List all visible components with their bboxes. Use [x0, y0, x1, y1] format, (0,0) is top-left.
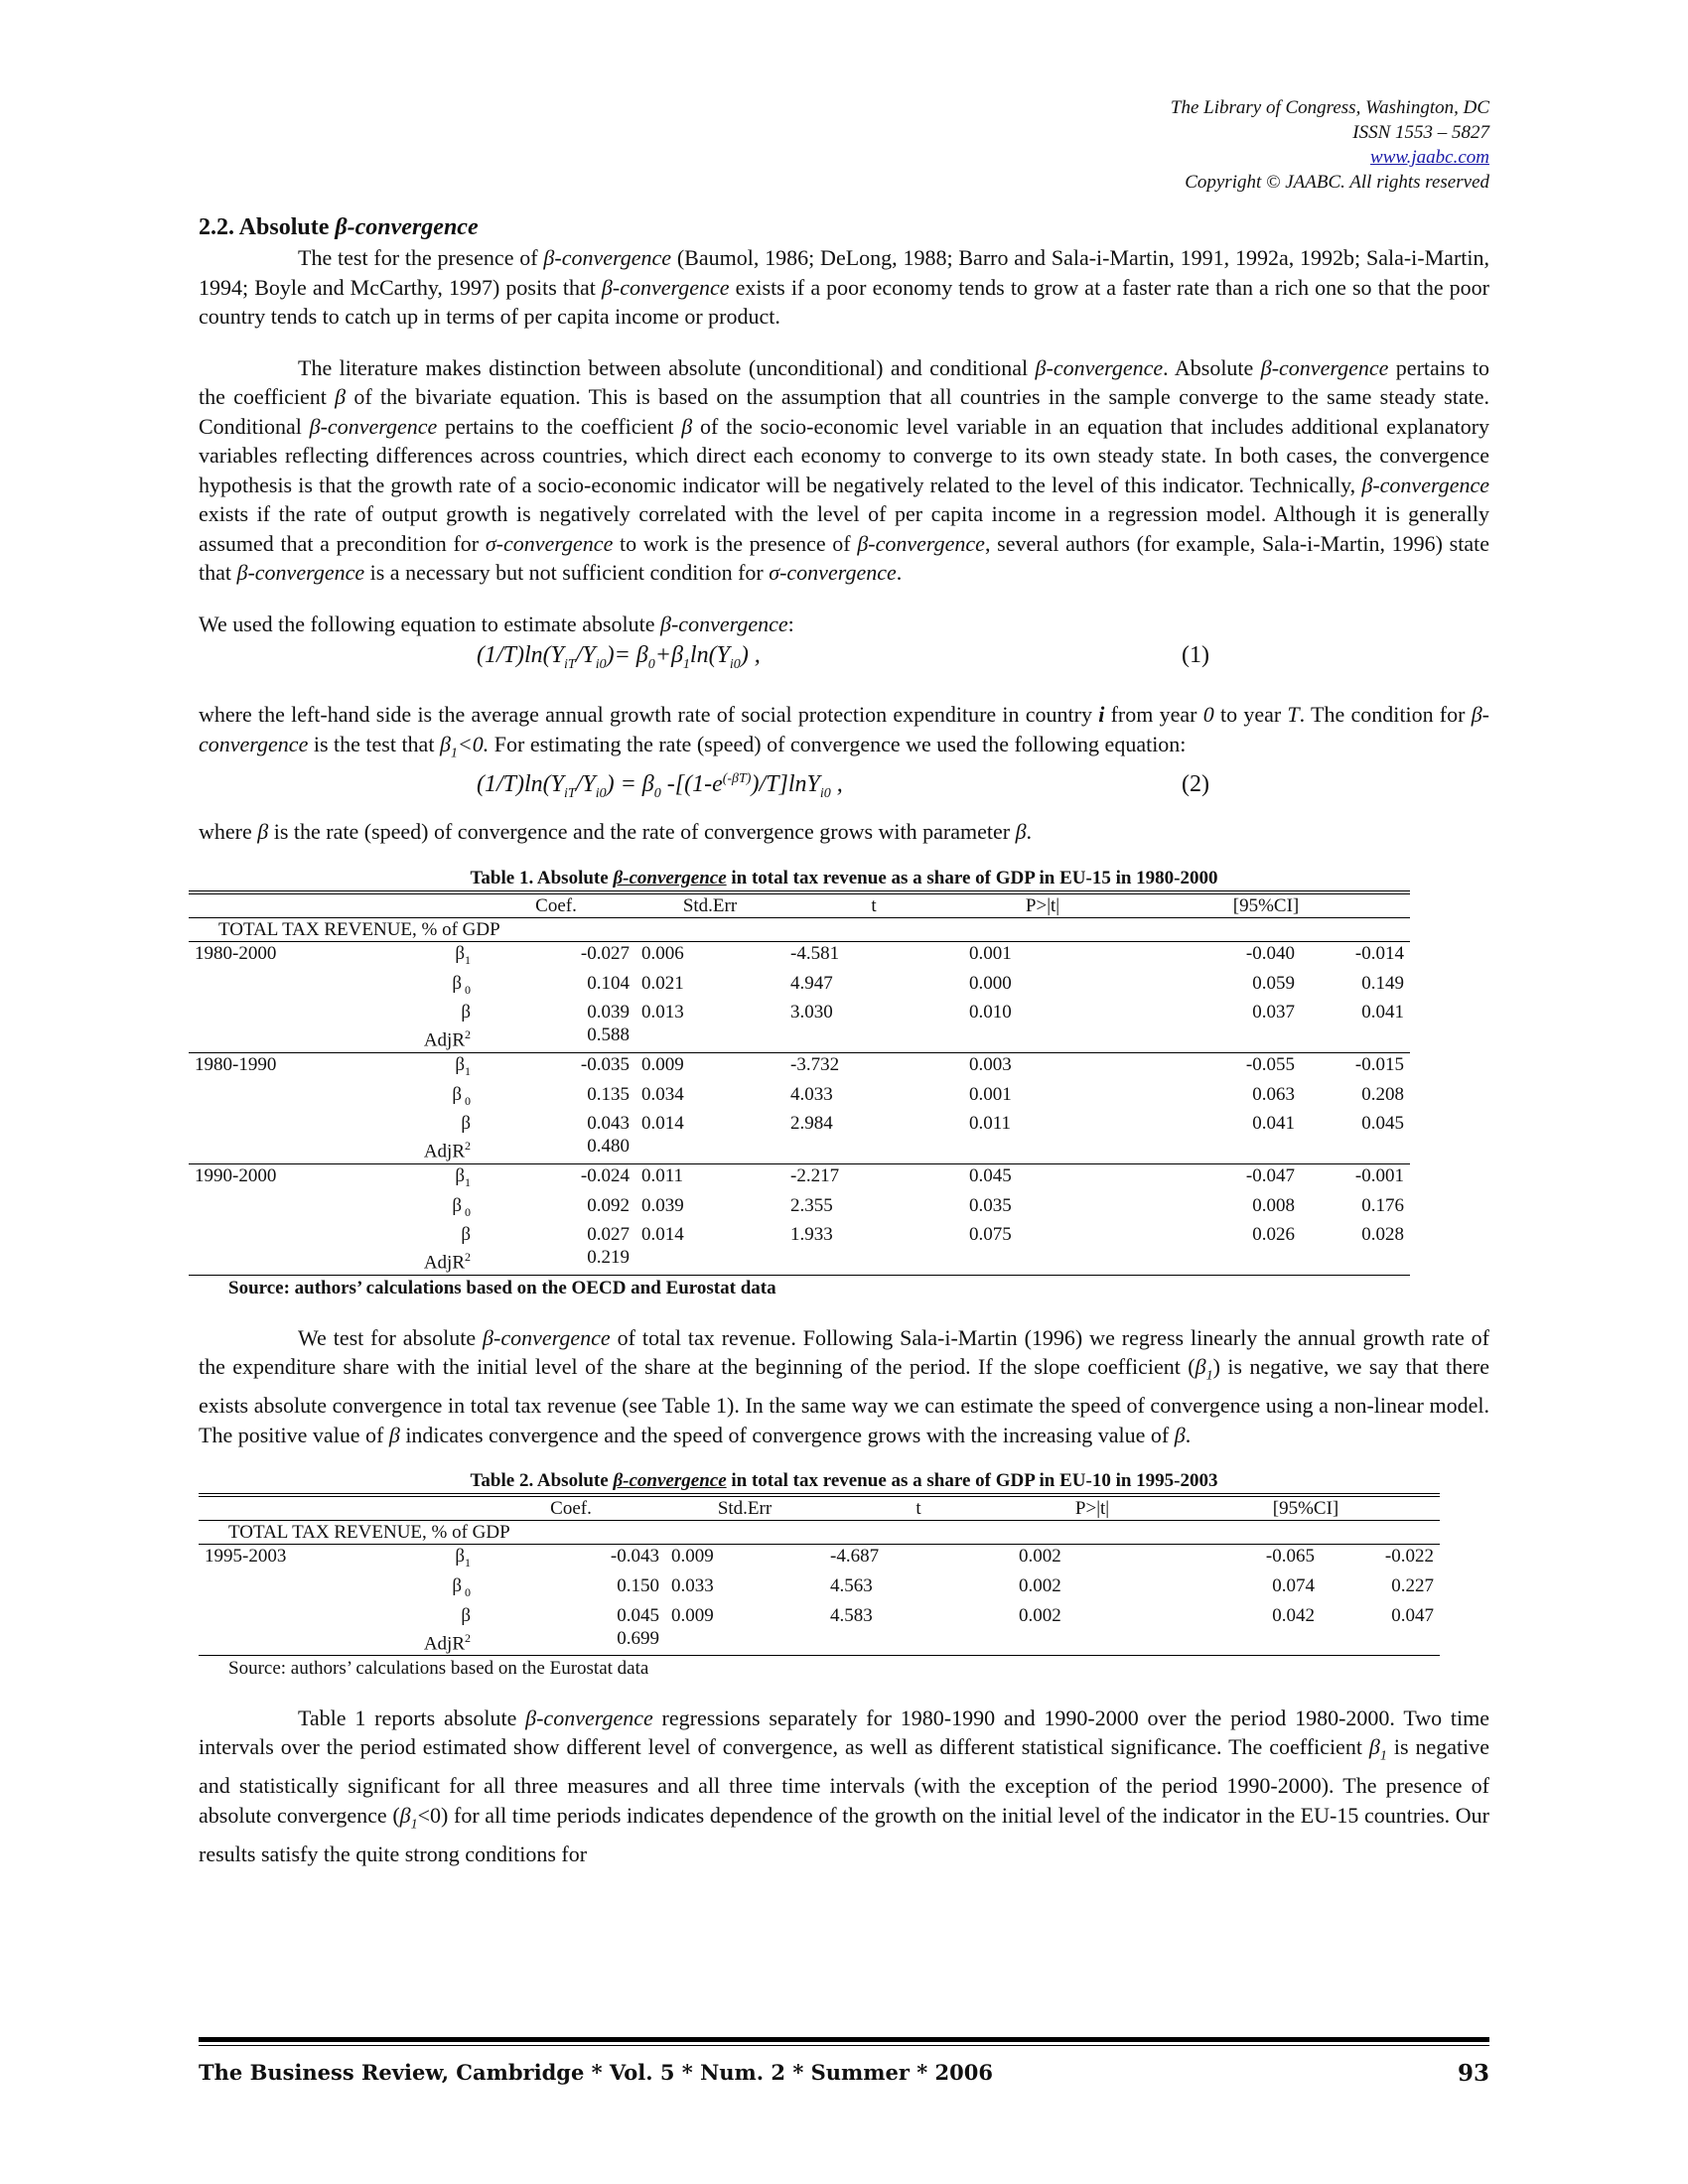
- table-row: [199, 1604, 1440, 1627]
- table-2-caption: Table 2. Absolute β-convergence in total tax revenue as a share of GDP in EU-10 in 1995-2003: [470, 1470, 1218, 1492]
- coef-cell: 0.699: [477, 1627, 665, 1656]
- ci-high-cell: 0.047: [1391, 1604, 1434, 1626]
- period-cell: [189, 972, 338, 1002]
- stderr-cell: [635, 1246, 784, 1275]
- table-row: [189, 1052, 1410, 1082]
- paragraph-6: We test for absolute β-convergence of total tax revenue. Following Sala-i-Martin (1996) we regress linearly the annual growth rate of the expenditure share with the initial level of the share at the beginning of the period. If the slope coefficient $(\beta_1)$ is negative, we say that there exists absolute convergence in total tax revenue (see Table 1). In the same way we can estimate the speed of convergence using a non-linear model. The positive value of β indicates convergence and the speed of convergence grows with the increasing value of β.: [199, 1324, 1490, 1447]
- page: [195, 95, 1490, 1868]
- ci-high-cell: 0.149: [1361, 972, 1404, 994]
- footer-rule: [199, 2037, 1489, 2042]
- symbol-cell: β: [461, 1002, 471, 1024]
- ci-low-cell: 0.042: [1272, 1604, 1315, 1626]
- coef-cell: 0.588: [587, 1024, 630, 1046]
- table-row: [199, 1574, 1440, 1604]
- period-cell: [189, 1135, 338, 1163]
- stderr-cell: 0.009: [635, 1052, 784, 1082]
- header-copyright: Copyright © JAABC. All rights reserved: [1185, 172, 1489, 193]
- coef-cell: -0.035: [477, 1052, 635, 1082]
- running-header: [199, 95, 1489, 195]
- table-row: [189, 972, 1410, 1002]
- p-cell: 0.002: [1019, 1574, 1061, 1596]
- header-coef: Coef.: [477, 1495, 665, 1521]
- p-cell: 0.002: [1019, 1604, 1061, 1626]
- coef-cell: 0.043: [587, 1113, 630, 1135]
- paragraph-7: Table 1 reports absolute β-convergence regressions separately for 1980-1990 and 1990-2000 over the period 1980-2000. Two time intervals over the period estimated show different level of convergence, as well as different statistical significance. The coefficient $\beta_1$ is negative and statistically significant for all three measures and all three time intervals (with the exception of the period 1990-2000). The presence of absolute convergence $(\beta_1<0)$ for all time periods indicates dependence of the growth on the initial level of the indicator in the EU-15 countries. Our results satisfy the quite strong conditions for: [199, 1705, 1490, 1866]
- paragraph-4: where the left-hand side is the average annual growth rate of social protection expenditure in country i from year 0 to year T. The condition for β-convergence is the test that $\beta_1<0$. For estimating the rate (speed) of convergence we used the following equation:: [199, 702, 1490, 760]
- ci-low-cell: 0.074: [1272, 1574, 1315, 1596]
- period-cell: 1980-1990: [189, 1052, 338, 1082]
- coef-cell: 0.135: [587, 1083, 630, 1105]
- ci-low-cell: 0.008: [1252, 1194, 1295, 1216]
- paragraph-3: We used the following equation to estimate absolute β-convergence:: [199, 611, 794, 636]
- p-cell: 0.002: [1013, 1545, 1172, 1574]
- period-cell: 1990-2000: [189, 1163, 338, 1193]
- coef-cell: -0.043: [477, 1545, 665, 1574]
- header-blank: [357, 1495, 477, 1521]
- paragraph-2: The literature makes distinction between absolute (unconditional) and conditional β-convergence. Absolute β-convergence pertains to the coefficient β of the bivariate equation. This is based on the assumption that all countries in the sample converge to the same steady state. Conditional β-convergence pertains to the coefficient β of the socio-economic level variable in an equation that includes additional explanatory variables reflecting differences across countries, which direct each economy to converge to its own steady state. In both cases, the convergence hypothesis is that the growth rate of a socio-economic indicator will be negatively related to the level of this indicator. Technically, β-convergence exists if the rate of output growth is negatively correlated with the level of per capita income in a regression model. Although it is generally assumed that a precondition for σ-convergence to work is the presence of β-convergence, several authors (for example, Sala-i-Martin, 1996) state that β-convergence is a necessary but not sufficient condition for σ-convergence.: [199, 354, 1490, 585]
- header-library: The Library of Congress, Washington, DC: [1170, 97, 1489, 118]
- period-cell: [199, 1627, 357, 1656]
- equation-2: [199, 767, 1489, 807]
- stderr-cell: 0.009: [671, 1604, 714, 1626]
- coef-cell: 0.219: [477, 1246, 635, 1275]
- p-cell: [963, 1024, 1122, 1052]
- coef-cell: 0.045: [617, 1604, 659, 1626]
- ci-low-cell: -0.065: [1172, 1545, 1321, 1574]
- t-cell: [784, 1246, 963, 1275]
- symbol-cell: AdjR$^2$: [423, 1139, 471, 1162]
- p-cell: [963, 1246, 1122, 1275]
- header-p: P>|t|: [1013, 1495, 1172, 1521]
- table-row: [189, 941, 1410, 971]
- symbol-cell: $\beta_1$: [357, 1545, 477, 1574]
- t-cell: 2.984: [790, 1113, 833, 1135]
- header-stderr: Std.Err: [635, 892, 784, 918]
- stderr-cell: [635, 1135, 784, 1163]
- equation-1-number: (1): [1182, 642, 1209, 668]
- t-cell: -3.732: [784, 1052, 963, 1082]
- period-cell: [189, 1024, 338, 1052]
- header-t: t: [784, 892, 963, 918]
- period-cell: 1995-2003: [199, 1545, 357, 1574]
- table-row: [189, 1001, 1410, 1024]
- p-cell: [1013, 1627, 1172, 1656]
- table-1-caption: Table 1. Absolute β-convergence in total tax revenue as a share of GDP in EU-15 in 1980-2000: [470, 867, 1218, 888]
- ci-high-cell: -0.001: [1301, 1163, 1410, 1193]
- ci-low-cell: -0.055: [1122, 1052, 1301, 1082]
- symbol-cell: $\beta_1$: [338, 1163, 477, 1193]
- p-cell: 0.045: [963, 1163, 1122, 1193]
- table-2-body: [199, 1495, 1440, 1655]
- p-cell: 0.010: [969, 1002, 1012, 1024]
- p-cell: 0.001: [969, 1083, 1012, 1105]
- table-group-row: [189, 917, 1410, 941]
- ci-low-cell: -0.047: [1122, 1163, 1301, 1193]
- ci-high-cell: [1301, 1246, 1410, 1275]
- ci-high-cell: [1321, 1627, 1440, 1656]
- period-cell: [199, 1574, 357, 1604]
- t-cell: 4.947: [790, 972, 833, 994]
- table-row: [189, 1024, 1410, 1052]
- table-group-row: [199, 1521, 1440, 1545]
- table-2: [199, 1493, 1440, 1656]
- ci-low-cell: 0.063: [1252, 1083, 1295, 1105]
- symbol-cell: β: [461, 1604, 471, 1626]
- stderr-cell: 0.033: [671, 1574, 714, 1596]
- table-row: [189, 1083, 1410, 1113]
- table-row: [199, 1627, 1440, 1656]
- ci-low-cell: [1122, 1246, 1301, 1275]
- footer-journal: The Business Review, Cambridge * Vol. 5 * Num. 2 * Summer * 2006: [199, 2060, 993, 2085]
- symbol-cell: β $_0$: [452, 972, 471, 997]
- table-row: [189, 1112, 1410, 1135]
- stderr-cell: 0.039: [641, 1194, 684, 1216]
- symbol-cell: β $_0$: [452, 1083, 471, 1108]
- ci-high-cell: -0.014: [1301, 941, 1410, 971]
- t-cell: -2.217: [784, 1163, 963, 1193]
- stderr-cell: 0.006: [635, 941, 784, 971]
- group-label: TOTAL TAX REVENUE, % of GDP: [228, 1522, 510, 1544]
- t-cell: [784, 1135, 963, 1163]
- ci-high-cell: -0.022: [1321, 1545, 1440, 1574]
- header-t: t: [824, 1495, 1013, 1521]
- t-cell: [784, 1024, 963, 1052]
- ci-high-cell: [1301, 1135, 1410, 1163]
- period-cell: [189, 1223, 338, 1246]
- p-cell: 0.035: [969, 1194, 1012, 1216]
- table-row: [189, 1246, 1410, 1275]
- coef-cell: 0.104: [587, 972, 630, 994]
- table-row: [189, 1223, 1410, 1246]
- coef-cell: 0.150: [617, 1574, 659, 1596]
- header-stderr: Std.Err: [665, 1495, 824, 1521]
- header-blank: [189, 892, 338, 918]
- symbol-cell: AdjR$^2$: [338, 1246, 477, 1275]
- symbol-cell: $\beta_1$: [338, 941, 477, 971]
- period-cell: [189, 1246, 338, 1275]
- t-cell: 3.030: [790, 1002, 833, 1024]
- t-cell: 2.355: [790, 1194, 833, 1216]
- coef-cell: -0.027: [477, 941, 635, 971]
- header-ci: [95%CI]: [1122, 892, 1410, 918]
- ci-low-cell: -0.040: [1122, 941, 1301, 971]
- ci-high-cell: 0.045: [1361, 1113, 1404, 1135]
- stderr-cell: [665, 1627, 824, 1656]
- stderr-cell: 0.034: [641, 1083, 684, 1105]
- stderr-cell: 0.021: [641, 972, 684, 994]
- coef-cell: 0.092: [587, 1194, 630, 1216]
- table-1: [189, 890, 1410, 1276]
- coef-cell: 0.027: [587, 1224, 630, 1246]
- t-cell: 4.583: [830, 1604, 873, 1626]
- header-website-link[interactable]: www.jaabc.com: [1370, 147, 1489, 168]
- symbol-cell: $\beta_1$: [338, 1052, 477, 1082]
- stderr-cell: 0.014: [641, 1224, 684, 1246]
- t-cell: 4.033: [790, 1083, 833, 1105]
- symbol-cell: β $_0$: [452, 1574, 471, 1599]
- equation-2-formula: $(1/T)\ln(Y_{iT}/Y_{i0}) = \beta_0$ $-[(1-e^{(-\beta T)})/T]\ln Y_{i0}$ ,: [477, 771, 843, 802]
- symbol-cell: β: [461, 1113, 471, 1135]
- footer-rule-thin: [199, 2045, 1489, 2046]
- header-blank: [338, 892, 477, 918]
- period-cell: [199, 1604, 357, 1627]
- equation-1-formula: $(1/T)\ln(Y_{iT}/Y_{i0})= \beta_0+\beta_1\ln(Y_{i0})$ ,: [477, 642, 761, 672]
- p-cell: 0.075: [969, 1224, 1012, 1246]
- equation-1: [199, 638, 1489, 678]
- p-cell: 0.000: [969, 972, 1012, 994]
- ci-high-cell: 0.041: [1361, 1002, 1404, 1024]
- period-cell: [189, 1112, 338, 1135]
- section-heading: 2.2. Absolute β-convergence: [199, 214, 479, 240]
- header-ci: [95%CI]: [1172, 1495, 1440, 1521]
- coef-cell: 0.480: [587, 1136, 630, 1158]
- table-row: [189, 1135, 1410, 1163]
- header-issn: ISSN 1553 – 5827: [1352, 122, 1489, 143]
- t-cell: 1.933: [790, 1224, 833, 1246]
- p-cell: 0.003: [963, 1052, 1122, 1082]
- stderr-cell: 0.009: [665, 1545, 824, 1574]
- paragraph-5: where β is the rate (speed) of convergence and the rate of convergence grows with parameter β.: [199, 819, 1033, 845]
- paragraph-1: The test for the presence of β-convergence (Baumol, 1986; DeLong, 1988; Barro and Sala-i-Martin, 1991, 1992a, 1992b; Sala-i-Martin, 1994; Boyle and McCarthy, 1997) posits that β-convergence exists if a poor economy tends to grow at a faster rate than a rich one so that the poor country tends to catch up in terms of per capita income or product.: [199, 245, 1489, 329]
- table-header-row: [189, 892, 1410, 918]
- ci-high-cell: [1301, 1024, 1410, 1052]
- ci-low-cell: 0.041: [1252, 1113, 1295, 1135]
- period-cell: 1980-2000: [189, 941, 338, 971]
- p-cell: 0.011: [969, 1113, 1012, 1135]
- t-cell: -4.687: [824, 1545, 1013, 1574]
- ci-low-cell: [1122, 1024, 1301, 1052]
- p-cell: 0.001: [963, 941, 1122, 971]
- symbol-cell: AdjR$^2$: [357, 1627, 477, 1656]
- page-footer: [199, 2037, 1489, 2090]
- coef-cell: 0.039: [587, 1002, 630, 1024]
- stderr-cell: 0.013: [641, 1002, 684, 1024]
- header-p: P>|t|: [963, 892, 1122, 918]
- ci-low-cell: [1122, 1135, 1301, 1163]
- symbol-cell: β: [461, 1224, 471, 1246]
- p-cell: [963, 1135, 1122, 1163]
- t-cell: -4.581: [784, 941, 963, 971]
- ci-low-cell: [1172, 1627, 1321, 1656]
- ci-low-cell: 0.037: [1252, 1002, 1295, 1024]
- table-row: [199, 1545, 1440, 1574]
- stderr-cell: [635, 1024, 784, 1052]
- header-coef: Coef.: [477, 892, 635, 918]
- t-cell: 4.563: [830, 1574, 873, 1596]
- table-header-row: [199, 1495, 1440, 1521]
- period-cell: [189, 1083, 338, 1113]
- header-blank: [199, 1495, 357, 1521]
- page-number: 93: [1457, 2060, 1489, 2087]
- ci-high-cell: 0.028: [1361, 1224, 1404, 1246]
- equation-2-number: (2): [1182, 771, 1209, 798]
- t-cell: [824, 1627, 1013, 1656]
- table-1-body: [189, 892, 1410, 1275]
- stderr-cell: 0.014: [641, 1113, 684, 1135]
- table-1-source: Source: authors’ calculations based on the OECD and Eurostat data: [228, 1277, 776, 1298]
- stderr-cell: 0.011: [635, 1163, 784, 1193]
- ci-high-cell: 0.208: [1361, 1083, 1404, 1105]
- table-row: [189, 1163, 1410, 1193]
- group-label: TOTAL TAX REVENUE, % of GDP: [218, 918, 500, 940]
- ci-high-cell: -0.015: [1301, 1052, 1410, 1082]
- ci-low-cell: 0.026: [1252, 1224, 1295, 1246]
- ci-high-cell: 0.227: [1391, 1574, 1434, 1596]
- ci-high-cell: 0.176: [1361, 1194, 1404, 1216]
- period-cell: [189, 1194, 338, 1224]
- table-2-source: Source: authors’ calculations based on the Eurostat data: [228, 1657, 649, 1679]
- coef-cell: -0.024: [477, 1163, 635, 1193]
- period-cell: [189, 1001, 338, 1024]
- symbol-cell: AdjR$^2$: [423, 1027, 471, 1051]
- symbol-cell: β $_0$: [452, 1194, 471, 1219]
- ci-low-cell: 0.059: [1252, 972, 1295, 994]
- table-row: [189, 1194, 1410, 1224]
